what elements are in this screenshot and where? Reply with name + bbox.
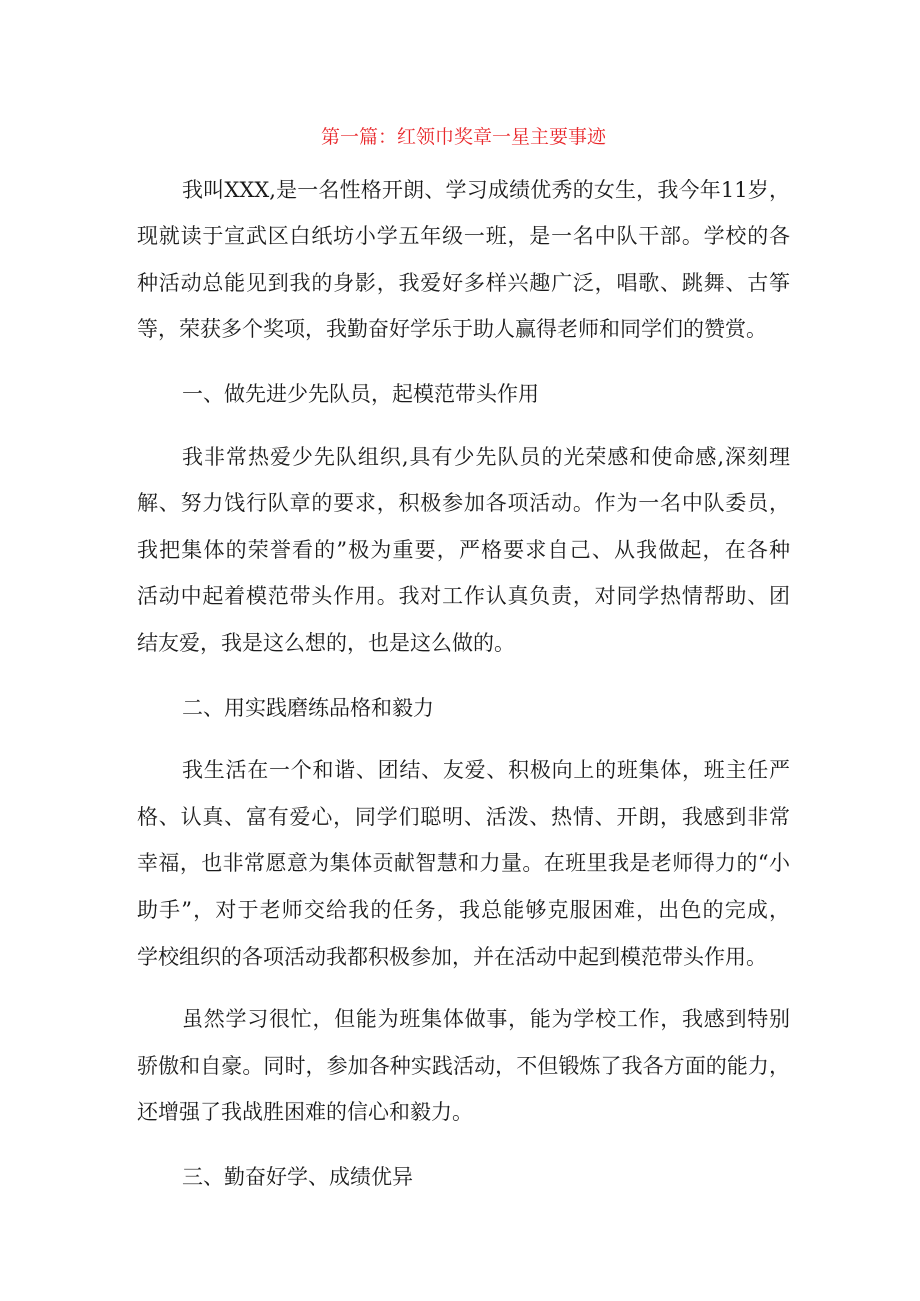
- paragraph-line: 骄傲和自豪。同时，参加各种实践活动，不但锻炼了我各方面的能力，: [137, 1053, 790, 1078]
- paragraph-line: 幸福，也非常愿意为集体贡献智慧和力量。在班里我是老师得力的“小: [137, 851, 790, 876]
- paragraph-line: 虽然学习很忙，但能为班集体做事，能为学校工作，我感到特别: [182, 1007, 790, 1032]
- section-heading: 三、勤奋好学、成绩优异: [182, 1164, 413, 1189]
- paragraph: [137, 747, 790, 980]
- section-heading: 一、做先进少先队员，起模范带头作用: [182, 381, 539, 406]
- document-page: [137, 114, 790, 1200]
- paragraph-line: 我生活在一个和谐、团结、友爱、积极向上的班集体，班主任严: [182, 758, 790, 783]
- paragraph-line: 我叫XXX,是一名性格开朗、学习成绩优秀的女生，我今年11岁，: [182, 177, 790, 202]
- paragraph-line: 格、认真、富有爱心，同学们聪明、活泼、热情、开朗，我感到非常: [137, 804, 790, 829]
- paragraph-line: 我非常热爱少先队组织,具有少先队员的光荣感和使命感,深刻理: [182, 444, 790, 469]
- document-title: 第一篇：红领巾奖章一星主要事迹: [320, 126, 606, 148]
- paragraph: [137, 996, 790, 1136]
- document-body: [137, 167, 790, 1201]
- section-heading: 二、用实践磨练品格和毅力: [182, 695, 434, 720]
- paragraph-line: 现就读于宣武区白纸坊小学五年级一班，是一名中队干部。学校的各: [137, 224, 790, 249]
- paragraph-line: 等，荣获多个奖项，我勤奋好学乐于助人赢得老师和同学们的赞赏。: [137, 317, 767, 342]
- paragraph-line: 助手”，对于老师交给我的任务，我总能够克服困难，出色的完成，: [137, 897, 790, 922]
- paragraph: [137, 434, 790, 667]
- paragraph-line: 还增强了我战胜困难的信心和毅力。: [137, 1100, 473, 1125]
- paragraph: [137, 167, 790, 353]
- paragraph-line: 我把集体的荣誉看的”极为重要，严格要求自己、从我做起，在各种: [137, 537, 790, 562]
- paragraph-line: 活动中起着模范带头作用。我对工作认真负责，对同学热情帮助、团: [137, 584, 790, 609]
- paragraph-line: 结友爱，我是这么想的，也是这么做的。: [137, 630, 515, 655]
- paragraph-line: 学校组织的各项活动我都积极参加，并在活动中起到模范带头作用。: [137, 944, 767, 969]
- paragraph-line: 种活动总能见到我的身影，我爱好多样兴趣广泛，唱歌、跳舞、古筝: [137, 270, 790, 295]
- paragraph-line: 解、努力饯行队章的要求，积极参加各项活动。作为一名中队委员，: [137, 491, 790, 516]
